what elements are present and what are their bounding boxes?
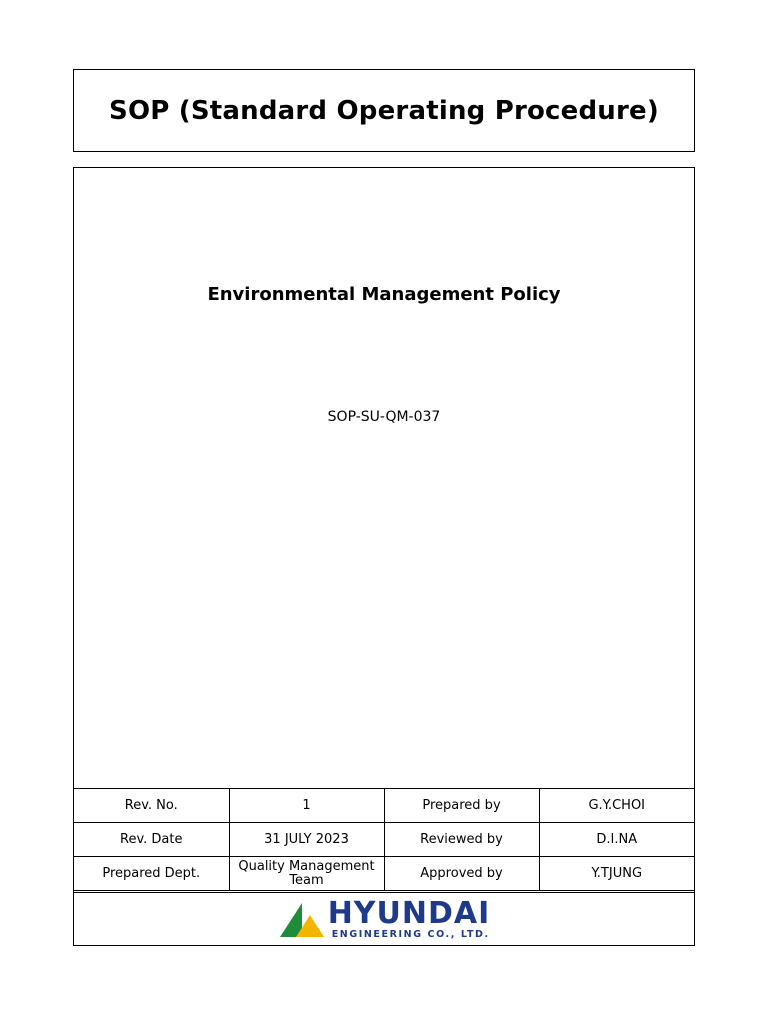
rev-date-value: 31 JULY 2023 bbox=[229, 823, 384, 857]
approved-by-value: Y.TJUNG bbox=[539, 857, 694, 891]
approved-by-label: Approved by bbox=[384, 857, 539, 891]
prepared-dept-value: Quality Management Team bbox=[229, 857, 384, 891]
company-logo bbox=[278, 896, 491, 941]
logo-area bbox=[74, 892, 694, 946]
prepared-by-label: Prepared by bbox=[384, 789, 539, 823]
reviewed-by-label: Reviewed by bbox=[384, 823, 539, 857]
logo-name: HYUNDAI bbox=[327, 896, 491, 932]
page-title: SOP (Standard Operating Procedure) bbox=[109, 95, 659, 126]
rev-date-label: Rev. Date bbox=[74, 823, 229, 857]
prepared-by-value: G.Y.CHOI bbox=[539, 789, 694, 823]
document-code: SOP-SU-QM-037 bbox=[327, 409, 441, 425]
table-row bbox=[74, 857, 694, 891]
title-box bbox=[73, 69, 695, 152]
prepared-dept-label: Prepared Dept. bbox=[74, 857, 229, 891]
table-row bbox=[74, 823, 694, 857]
revision-table bbox=[74, 788, 694, 891]
cover-body bbox=[73, 167, 695, 946]
reviewed-by-value: D.I.NA bbox=[539, 823, 694, 857]
policy-title: Environmental Management Policy bbox=[207, 284, 561, 305]
table-row bbox=[74, 789, 694, 823]
logo-subtitle: ENGINEERING CO., LTD. bbox=[331, 929, 490, 941]
triangle-logo-icon bbox=[278, 902, 324, 938]
rev-no-label: Rev. No. bbox=[74, 789, 229, 823]
rev-no-value: 1 bbox=[229, 789, 384, 823]
